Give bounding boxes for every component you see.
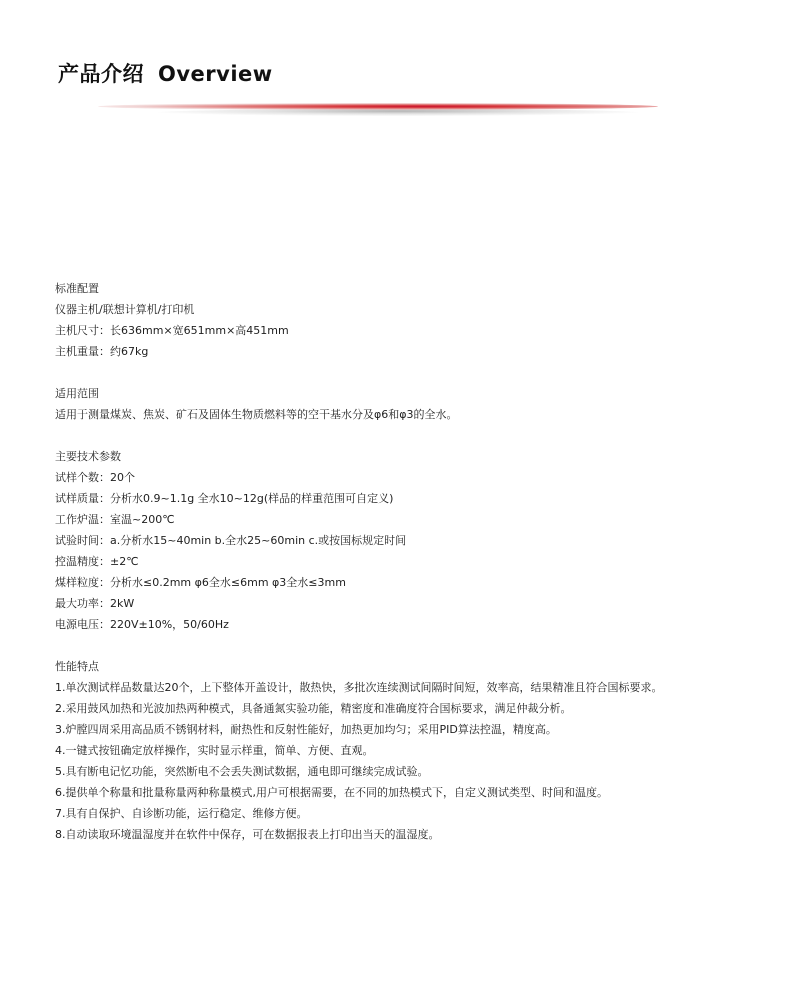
text-line: 主机重量：约67kg [55, 345, 149, 358]
spec-line: 试样质量：分析水0.9~1.1g 全水10~12g(样品的样重范围可自定义) [55, 492, 394, 505]
section-heading: 性能特点 [55, 660, 99, 673]
spec-line: 电源电压：220V±10%，50/60Hz [55, 618, 229, 631]
spec-line: 煤样粒度：分析水≤0.2mm φ6全水≤6mm φ3全水≤3mm [55, 576, 346, 589]
page-title [58, 58, 738, 88]
feature-line: 3.炉膛四周采用高品质不锈钢材料，耐热性和反射性能好，加热更加均匀；采用PID算法控温，精度高。 [55, 723, 557, 736]
spec-line: 试验时间：a.分析水15~40min b.全水25~60min c.或按国标规定时间 [55, 534, 407, 547]
feature-line: 5.具有断电记忆功能，突然断电不会丢失测试数据，通电即可继续完成试验。 [55, 765, 429, 778]
spec-line: 控温精度：±2℃ [55, 555, 139, 568]
underline-shadow [158, 109, 638, 116]
product-description [55, 278, 775, 866]
spec-line: 试样个数：20个 [55, 471, 135, 484]
title-underline-decoration [98, 100, 658, 116]
spec-line: 最大功率：2kW [55, 597, 135, 610]
section-heading: 适用范围 [55, 387, 99, 400]
text-line: 适用于测量煤炭、焦炭、矿石及固体生物质燃料等的空干基水分及φ6和φ3的全水。 [55, 408, 458, 421]
feature-line: 1.单次测试样品数量达20个，上下整体开盖设计，散热快，多批次连续测试间隔时间短，效率高，结果精准且符合国标要求。 [55, 681, 663, 694]
section-heading: 标准配置 [55, 282, 99, 295]
underline-red-bar [98, 103, 658, 110]
text-line: 仪器主机/联想计算机/打印机 [55, 303, 195, 316]
feature-line: 7.具有自保护、自诊断功能，运行稳定、维修方便。 [55, 807, 308, 820]
feature-line: 8.自动读取环境温湿度并在软件中保存，可在数据报表上打印出当天的温湿度。 [55, 828, 440, 841]
spec-line: 工作炉温：室温~200℃ [55, 513, 175, 526]
section-heading: 主要技术参数 [55, 450, 121, 463]
feature-line: 2.采用鼓风加热和光波加热两种模式，具备通氮实验功能，精密度和准确度符合国标要求，满足仲裁分析。 [55, 702, 572, 715]
section-scope [55, 383, 775, 425]
feature-line: 4.一键式按钮确定放样操作，实时显示样重，简单、方便、直观。 [55, 744, 374, 757]
section-standard-config [55, 278, 775, 362]
page-title-en: Overview [158, 62, 273, 86]
section-technical-specs [55, 446, 775, 635]
text-line: 主机尺寸：长636mm×宽651mm×高451mm [55, 324, 289, 337]
page-header [58, 58, 738, 128]
feature-line: 6.提供单个称量和批量称量两种称量模式,用户可根据需要，在不同的加热模式下，自定义测试类型、时间和温度。 [55, 786, 608, 799]
section-features [55, 656, 775, 845]
page-title-cn: 产品介绍 [58, 62, 144, 86]
